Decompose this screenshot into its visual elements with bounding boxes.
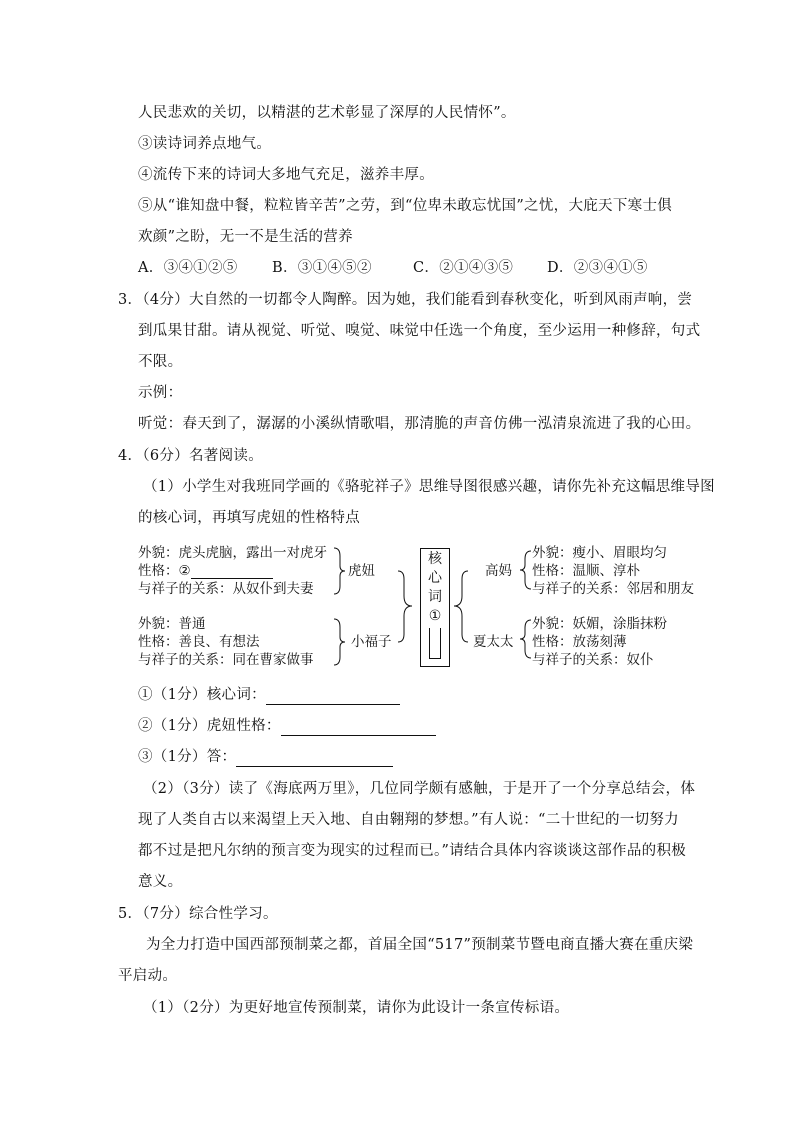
q2-item5-line2: 欢颜”之盼，无一不是生活的营养 [138, 229, 353, 245]
q5-title: 5．（7分）综合性学习。 [118, 906, 278, 922]
q4-p2-line4: 意义。 [138, 874, 183, 890]
q4-p1-line1: （1）小学生对我班同学画的《骆驼祥子》思维导图很感兴趣，请你先补充这幅思维导图 [143, 479, 715, 495]
q4-p2-line2: 现了人类自古以来渴望上天入地、自由翱翔的梦想。”有人说：“二十世纪的一切努力 [138, 812, 679, 828]
q5-intro-line2: 平启动。 [118, 968, 178, 984]
huniu-brace [334, 548, 345, 594]
xiaofuzi-personality: 性格：善良、有想法 [138, 634, 260, 649]
q5-p1: （1）（2分）为更好地宣传预制菜，请你为此设计一条宣传标语。 [143, 1000, 570, 1016]
xiaofuzi-brace [334, 619, 345, 665]
xiaofuzi-name: 小福子 [351, 634, 392, 649]
core-word-answer-blank[interactable] [266, 689, 400, 705]
xiataitai-brace [520, 620, 531, 658]
q2-option-d: D．②③④①⑤ [547, 260, 648, 276]
huniu-appearance: 外貌：虎头虎脑，露出一对虎牙 [138, 545, 327, 560]
q4-p2-line1: （2）（3分）读了《海底两万里》，几位同学颇有感触，于是开了一个分享总结会，体 [143, 781, 696, 797]
xiataitai-relation: 与祥子的关系：奴仆 [532, 652, 654, 667]
xiataitai-name: 夏太太 [473, 634, 514, 649]
huniu-relation: 与祥子的关系：从奴仆到夫妻 [138, 581, 314, 596]
gaoma-relation: 与祥子的关系：邻居和朋友 [532, 581, 694, 596]
q3-line2: 到瓜果甘甜。请从视觉、听觉、嗅觉、味觉中任选一个角度，至少运用一种修辞，句式 [138, 323, 701, 339]
q4-answer2: ②（1分）虎妞性格： [138, 716, 436, 736]
q2-option-a: A．③④①②⑤ [138, 260, 238, 276]
huniu-name: 虎妞 [348, 563, 375, 578]
q4-p1-line2: 的核心词，再填写虎妞的性格特点 [138, 510, 360, 526]
xiataitai-personality: 性格：放荡刻薄 [532, 634, 627, 649]
left-main-brace [398, 571, 412, 642]
q4-title: 4．（6分）名著阅读。 [118, 448, 263, 464]
q4-p2-line3: 都不过是把凡尔纳的预言变为现实的过程而已。”请结合具体内容谈谈这部作品的积极 [138, 843, 687, 859]
core-char-2: 心 [428, 569, 442, 585]
gaoma-brace [520, 551, 531, 589]
gaoma-appearance: 外貌：瘦小、眉眼均匀 [532, 545, 667, 560]
q3-line3: 不限。 [138, 354, 183, 370]
gaoma-name: 高妈 [485, 563, 512, 578]
q5-intro-line1: 为全力打造中国西部预制菜之都，首届全国“517”预制菜节暨电商直播大赛在重庆梁 [146, 937, 694, 953]
core-char-1: 核 [428, 550, 442, 566]
q3-example-label: 示例： [138, 385, 183, 401]
q4-answer1: ①（1分）核心词： [138, 685, 400, 705]
q3-line1: 3．（4分）大自然的一切都令人陶醉。因为她，我们能看到春秋变化，听到风雨声响，尝 [118, 292, 693, 308]
huniu-personality-answer-blank[interactable] [281, 720, 436, 736]
huniu-personality: 性格：② [138, 562, 273, 579]
gaoma-personality: 性格：温顺、淳朴 [532, 563, 640, 578]
q2-item5-line1: ⑤从“谁知盘中餐，粒粒皆辛苦”之劳，到“位卑未敢忘忧国”之忧，大庇天下寒士俱 [138, 198, 673, 214]
xiataitai-appearance: 外貌：妖媚，涂脂抹粉 [532, 616, 667, 631]
core-char-3: 词 [428, 588, 442, 604]
q2-line1: 人民悲欢的关切，以精湛的艺术彰显了深厚的人民情怀”。 [138, 105, 516, 121]
q2-item4: ④流传下来的诗词大多地气充足，滋养丰厚。 [138, 167, 434, 183]
xiaofuzi-relation: 与祥子的关系：同在曹家做事 [138, 652, 314, 667]
q2-option-b: B．③①④⑤② [272, 260, 372, 276]
q4-answer3: ③（1分）答： [138, 747, 393, 767]
q3-example: 听觉：春天到了，潺潺的小溪纵情歌唱，那清脆的声音仿佛一泓清泉流进了我的心田。 [138, 416, 701, 432]
xiaofuzi-appearance: 外貌：普通 [138, 616, 206, 631]
core-char-4: ① [428, 607, 442, 623]
right-main-brace [454, 571, 468, 642]
q2-option-c: C．②①④③⑤ [413, 260, 514, 276]
q2-item3: ③读诗词养点地气。 [138, 136, 272, 152]
q4-answer3-blank[interactable] [236, 751, 393, 767]
